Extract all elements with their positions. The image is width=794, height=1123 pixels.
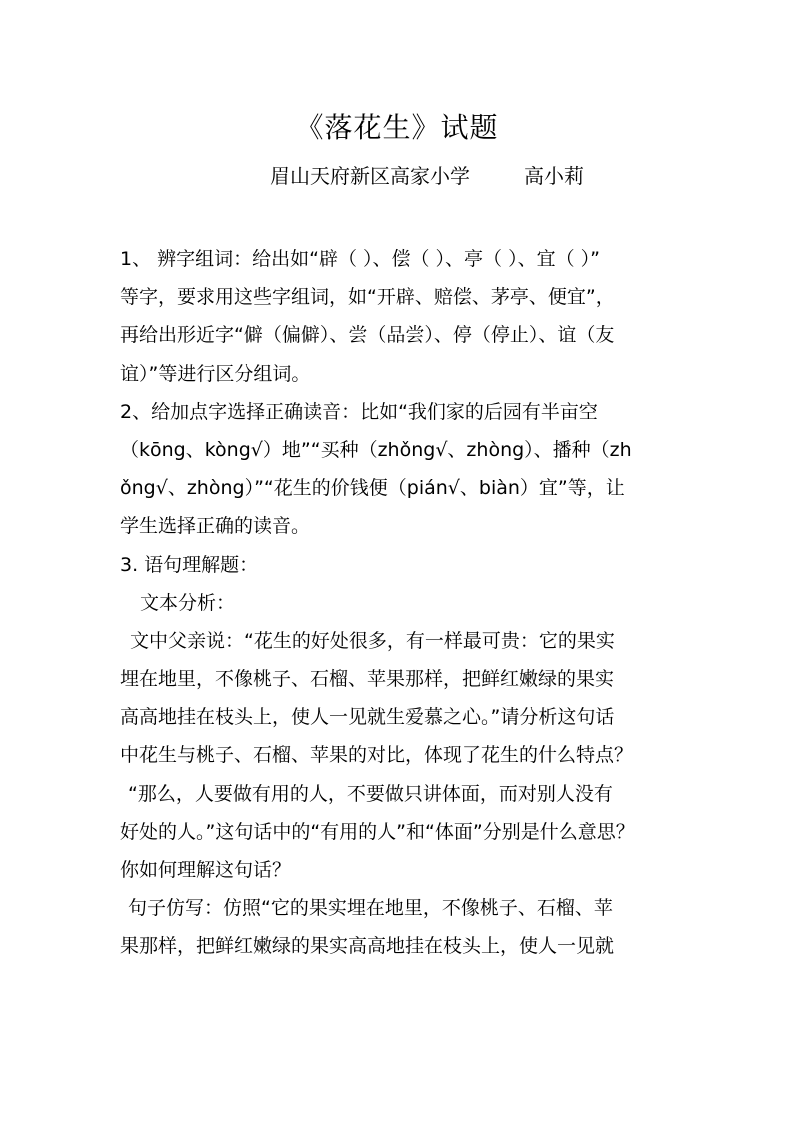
body-line: 你如何理解这句话？: [120, 859, 292, 881]
body-line: 中花生与桃子、石榴、苹果的对比，体现了花生的什么特点？: [120, 744, 634, 767]
body-line: 文中父亲说：“花生的好处很多，有一样最可贵：它的果实: [130, 629, 615, 652]
body-line: 好处的人。”这句话中的“有用的人”和“体面”分别是什么意思？: [120, 820, 635, 843]
body-line: 学生选择正确的读音。: [120, 515, 311, 538]
school-name: 眉山天府新区高家小学: [270, 164, 470, 188]
body-line: 3. 语句理解题：: [120, 553, 259, 576]
body-line: 1、 辨字组词：给出如“辟（ ）、偿（ ）、亭（ ）、宜（ ）”: [120, 248, 600, 270]
body-line: 埋在地里，不像桃子、石榴、苹果那样，把鲜红嫩绿的果实: [120, 668, 615, 691]
author-name: 高小莉: [524, 164, 584, 188]
body-line: 再给出形近字“僻（偏僻）、尝（品尝）、停（停止）、谊（友: [120, 324, 615, 347]
byline: [270, 160, 584, 192]
body-line: 句子仿写：仿照“它的果实埋在地里，不像桃子、石榴、苹: [128, 897, 613, 920]
body-line: 高高地挂在枝头上，使人一见就生爱慕之心。”请分析这句话: [120, 706, 615, 729]
document-title: 《落花生》试题: [295, 111, 499, 144]
body-line: 2、给加点字选择正确读音：比如“我们家的后园有半亩空: [120, 400, 598, 423]
body-line: 果那样，把鲜红嫩绿的果实高高地挂在枝头上，使人一见就: [120, 935, 615, 958]
body-line: 文本分析：: [140, 591, 236, 614]
body-line: 谊）”等进行区分组词。: [120, 362, 311, 385]
body-line: “那么，人要做有用的人，不要做只讲体面，而对别人没有: [128, 782, 613, 805]
document-body: [120, 240, 676, 966]
body-line: （kōng、kòng√）地”“买种（zhǒng√、zhòng）、播种（zh: [120, 438, 632, 461]
body-line: ǒng√、zhòng）”“花生的价钱便（pián√、biàn）宜”等，让: [120, 477, 625, 500]
body-line: 等字，要求用这些字组词，如“开辟、赔偿、茅亭、便宜”，: [120, 286, 615, 309]
